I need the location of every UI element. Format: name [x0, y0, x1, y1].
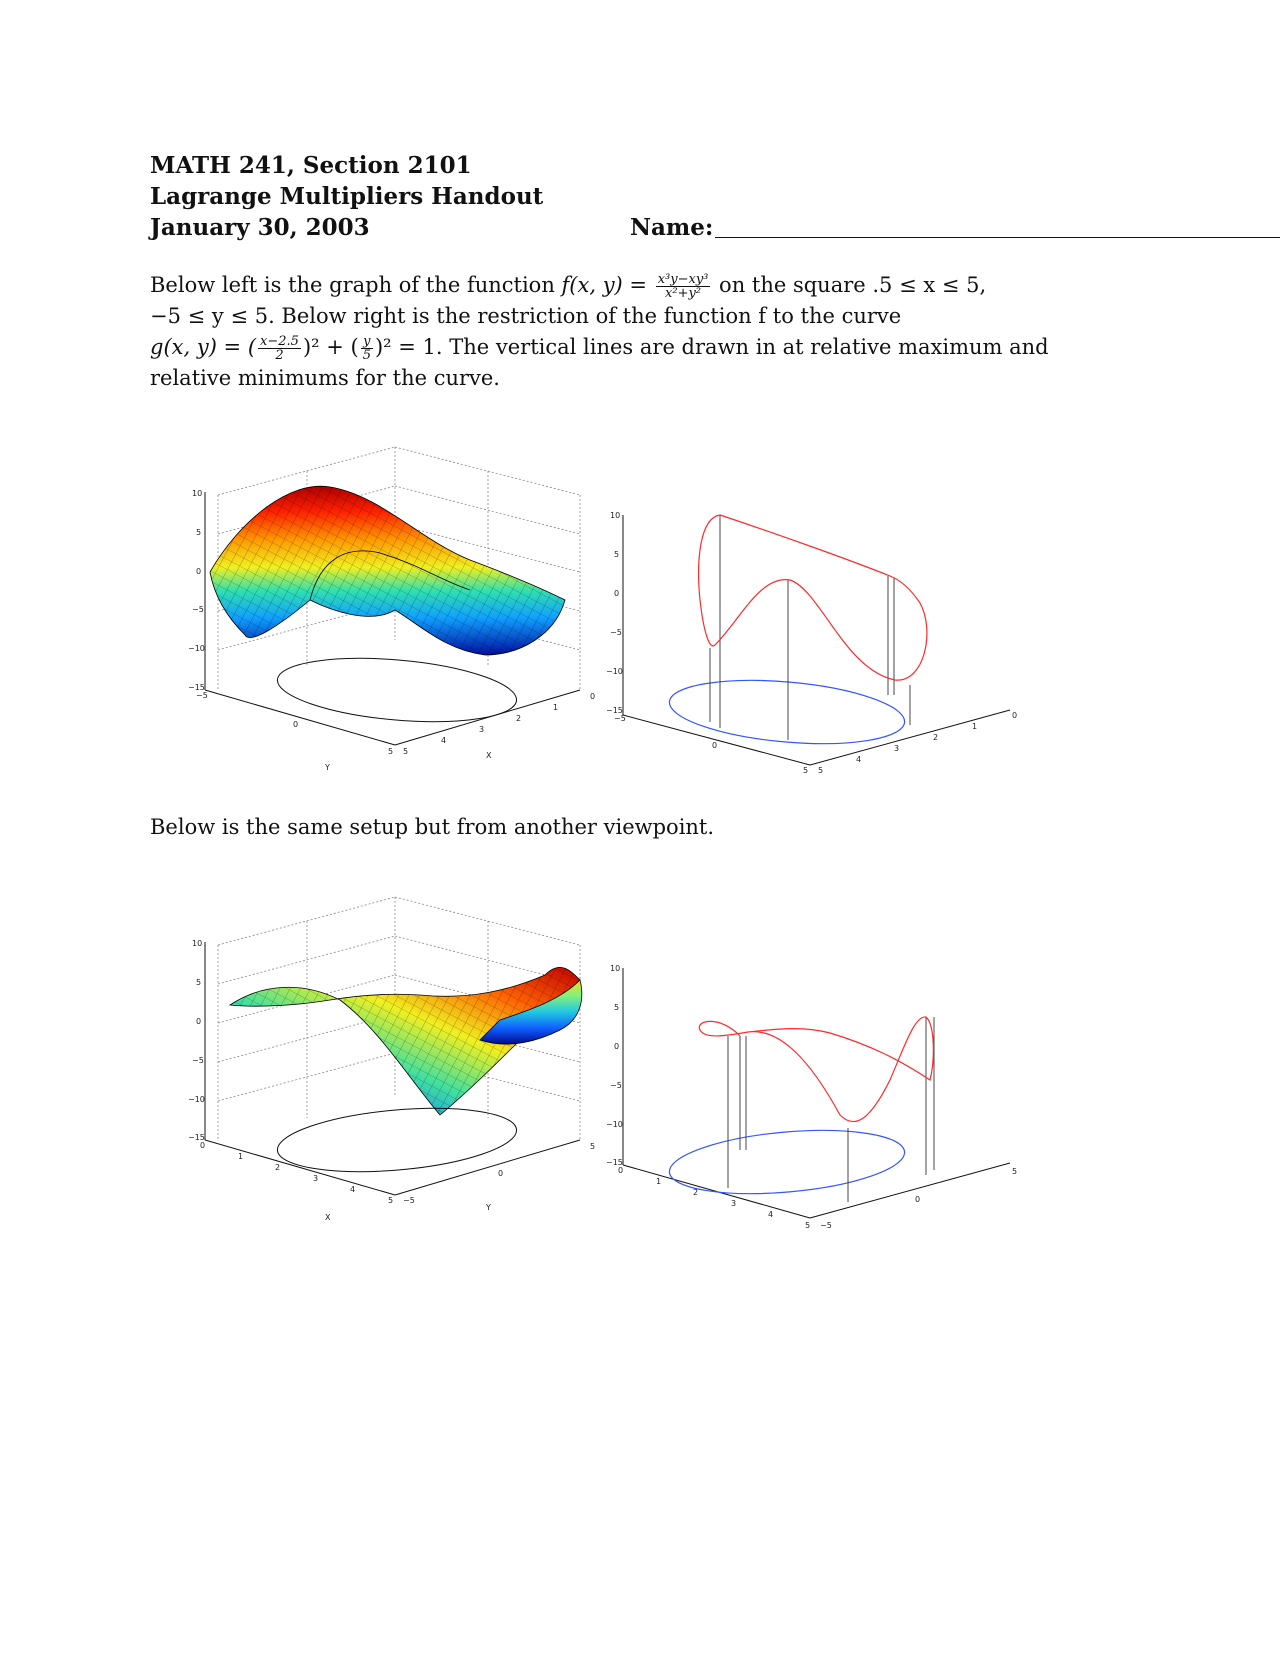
- x-tick-label: 3: [313, 1174, 319, 1183]
- date-line: January 30, 2003: [150, 214, 370, 241]
- z-tick-label: −5: [192, 605, 204, 614]
- x-tick-label: 1: [238, 1152, 244, 1161]
- y-tick-label: −5: [614, 714, 626, 723]
- f-numerator: x³y−xy³: [657, 272, 709, 287]
- y-tick-label: 5: [388, 747, 394, 756]
- y-axis-label: Y: [325, 763, 330, 772]
- x-tick-label: 4: [856, 755, 862, 764]
- z-tick-label: −5: [610, 628, 622, 637]
- intro-text-2: on the square .5 ≤ x ≤ 5,: [712, 273, 987, 297]
- z-tick-label: 0: [196, 567, 202, 576]
- y-tick-label: −5: [820, 1221, 832, 1230]
- intro-text-4: relative minimums for the curve.: [150, 366, 500, 390]
- x-axis-label: X: [325, 1213, 331, 1222]
- z-tick-label: 0: [614, 1042, 620, 1051]
- y-tick-label: 0: [712, 741, 718, 750]
- z-tick-label: 5: [196, 978, 202, 987]
- z-tick-label: 5: [614, 550, 620, 559]
- x-tick-label: 4: [350, 1185, 356, 1194]
- z-tick-label: 10: [192, 939, 203, 948]
- intro-text-1: Below left is the graph of the function: [150, 273, 562, 297]
- f-definition: f(x, y) =: [561, 273, 654, 297]
- z-tick-label: −10: [606, 1120, 623, 1129]
- figure-bottom-left: [188, 897, 595, 1222]
- name-label: Name:: [630, 214, 714, 241]
- z-tick-label: −15: [188, 683, 205, 692]
- z-tick-label: 0: [196, 1017, 202, 1026]
- surface-mesh: [210, 486, 565, 655]
- z-tick-label: −15: [606, 1158, 623, 1167]
- x-tick-label: 1: [553, 703, 559, 712]
- y-tick-label: 0: [293, 720, 299, 729]
- second-intro: Below is the same setup but from another viewpoint.: [150, 815, 715, 839]
- x-tick-label: 5: [805, 1221, 811, 1230]
- x-tick-label: 1: [656, 1177, 662, 1186]
- z-tick-label: −10: [188, 1095, 205, 1104]
- handout-title: Lagrange Multipliers Handout: [150, 183, 544, 210]
- x-tick-label: 3: [894, 744, 900, 753]
- g-denominator-2: 5: [362, 348, 371, 363]
- x-tick-label: 0: [590, 692, 596, 701]
- z-ticks: [188, 489, 205, 692]
- restricted-curve: [699, 1017, 933, 1122]
- x-ticks: [618, 1166, 810, 1230]
- z-tick-label: 10: [610, 511, 621, 520]
- x-tick-label: 5: [818, 766, 824, 775]
- z-tick-label: 5: [196, 528, 202, 537]
- x-tick-label: 0: [200, 1141, 206, 1150]
- constraint-ellipse: [275, 650, 522, 731]
- g-denominator-1: 2: [275, 348, 284, 363]
- y-axis-label: Y: [486, 1203, 491, 1212]
- y-tick-label: 0: [498, 1169, 504, 1178]
- course-line: MATH 241, Section 2101: [150, 152, 472, 179]
- x-tick-label: 3: [479, 725, 485, 734]
- x-tick-label: 5: [388, 1196, 394, 1205]
- x-tick-label: 5: [403, 747, 409, 756]
- restricted-curve: [699, 515, 927, 680]
- x-tick-label: 2: [933, 733, 939, 742]
- z-ticks: [606, 511, 623, 715]
- intro-text-3: −5 ≤ y ≤ 5. Below right is the restriction of the function f to the curve: [150, 304, 902, 328]
- y-tick-label: 5: [1012, 1167, 1018, 1176]
- y-tick-label: 5: [803, 766, 809, 775]
- x-ticks: [200, 1141, 393, 1205]
- figure-top-right: [606, 511, 1017, 775]
- z-tick-label: −5: [610, 1081, 622, 1090]
- figure-bottom-right: [606, 964, 1017, 1230]
- z-tick-label: −15: [188, 1133, 205, 1142]
- f-denominator: x²+y²: [665, 286, 702, 301]
- y-tick-label: −5: [196, 691, 208, 700]
- x-axis-label: X: [486, 751, 492, 760]
- y-ticks: [820, 1167, 1017, 1230]
- x-tick-label: 0: [1012, 711, 1018, 720]
- g-numerator-2: y: [361, 335, 373, 349]
- g-middle: )² + (: [302, 335, 359, 359]
- axes: [205, 942, 580, 1195]
- z-ticks: [606, 964, 623, 1167]
- z-tick-label: 5: [614, 1003, 620, 1012]
- y-tick-label: 5: [590, 1142, 596, 1151]
- z-tick-label: −15: [606, 706, 623, 715]
- g-end: )² = 1. The vertical lines are drawn in at relative maximum and: [374, 335, 1049, 359]
- x-tick-label: 1: [972, 722, 978, 731]
- constraint-ellipse: [667, 1122, 907, 1202]
- x-tick-label: 4: [441, 736, 447, 745]
- axes: [623, 515, 1010, 765]
- x-ticks: [403, 692, 595, 756]
- extrema-lines: [728, 1017, 934, 1202]
- z-tick-label: −5: [192, 1056, 204, 1065]
- x-tick-label: 4: [768, 1210, 774, 1219]
- extrema-lines: [710, 515, 910, 740]
- x-tick-label: 0: [618, 1166, 624, 1175]
- figure-top-left: [188, 447, 595, 772]
- x-tick-label: 3: [731, 1199, 737, 1208]
- g-numerator-1: x−2.5: [260, 334, 299, 349]
- y-ticks: [196, 691, 393, 756]
- constraint-ellipse: [275, 1100, 519, 1181]
- x-tick-label: 2: [275, 1163, 281, 1172]
- y-tick-label: 0: [915, 1195, 921, 1204]
- z-tick-label: 10: [192, 489, 203, 498]
- y-ticks: [403, 1142, 595, 1205]
- y-tick-label: −5: [403, 1196, 415, 1205]
- z-tick-label: −10: [606, 667, 623, 676]
- z-tick-label: −10: [188, 644, 205, 653]
- x-tick-label: 2: [693, 1188, 699, 1197]
- z-tick-label: 10: [610, 964, 621, 973]
- y-ticks: [614, 714, 808, 775]
- axes: [623, 968, 1010, 1218]
- z-tick-label: 0: [614, 589, 620, 598]
- z-ticks: [188, 939, 205, 1142]
- g-definition: g(x, y) = (: [150, 335, 257, 359]
- x-tick-label: 2: [516, 714, 522, 723]
- constraint-ellipse: [667, 672, 907, 752]
